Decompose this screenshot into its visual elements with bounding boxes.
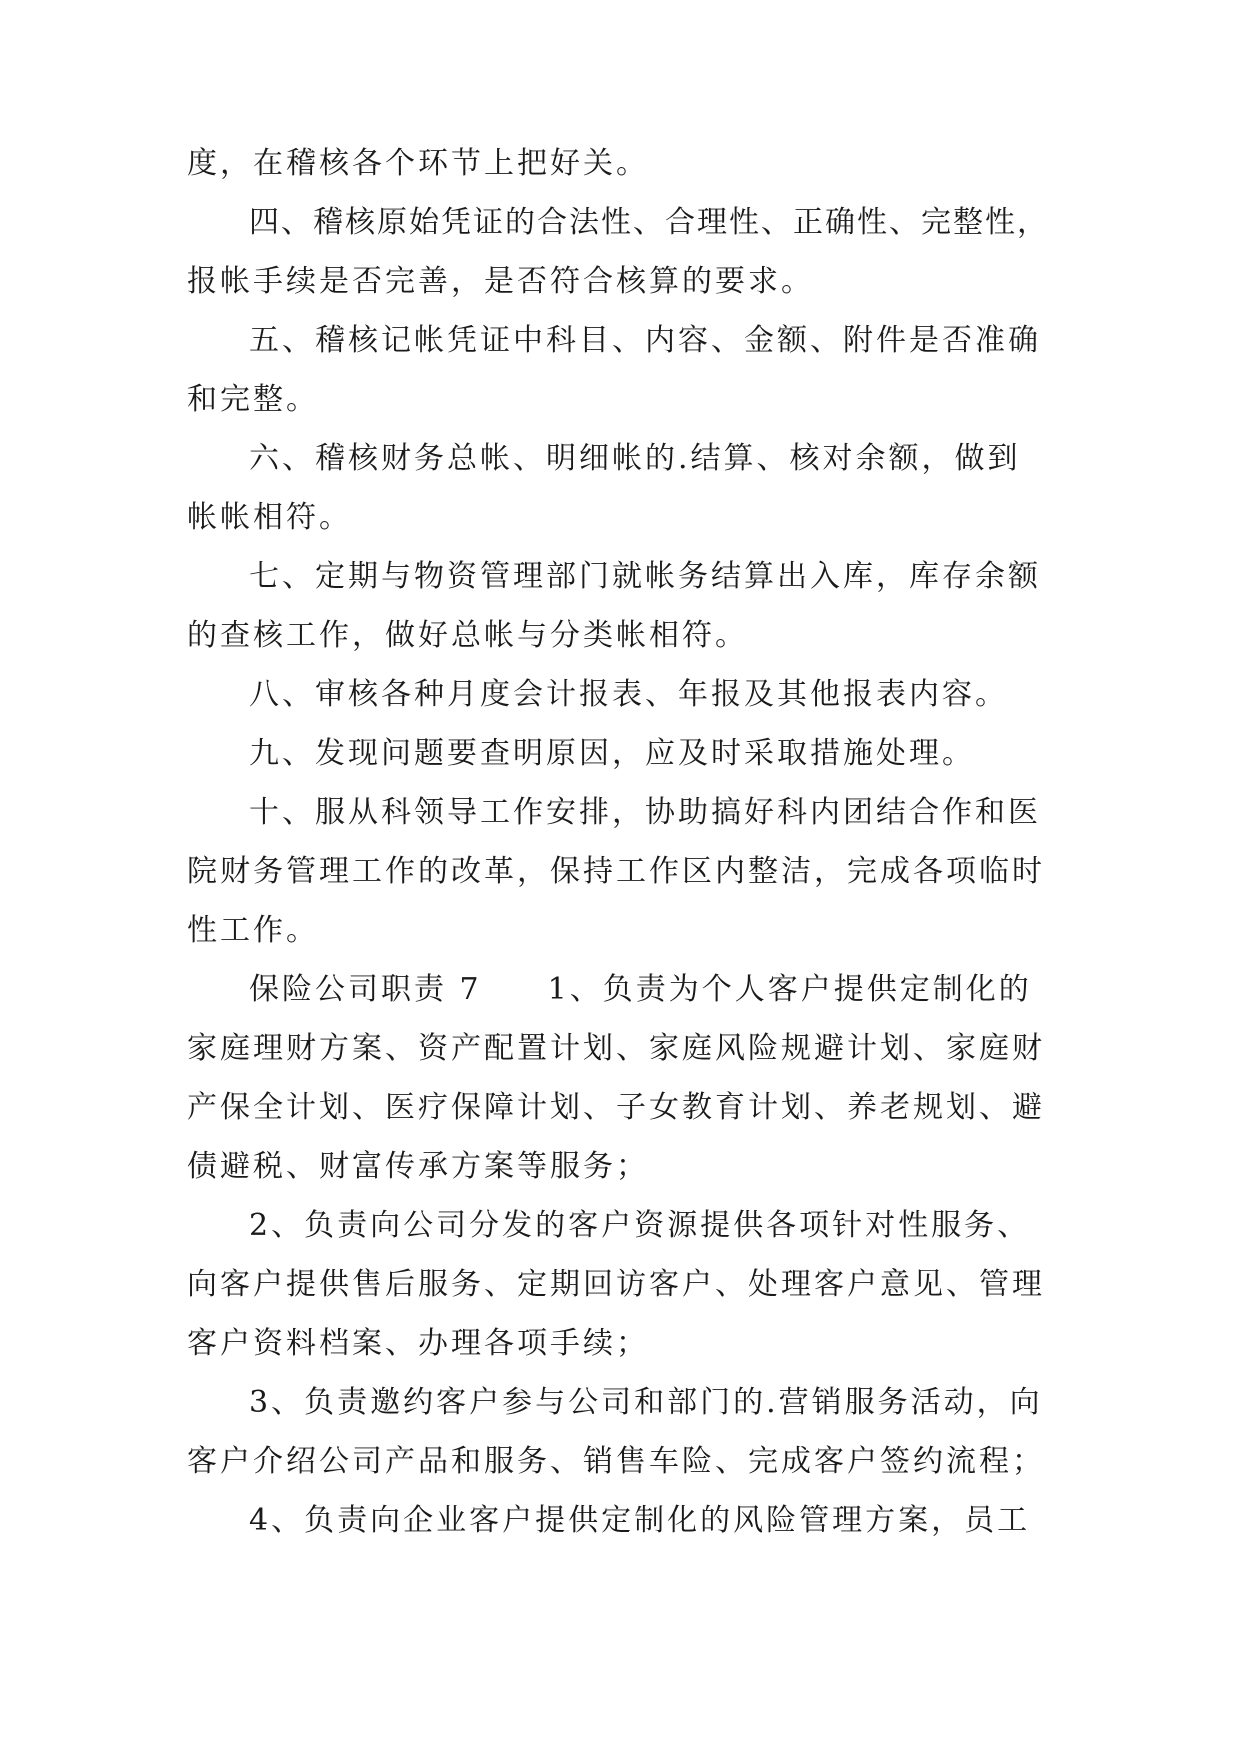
- text-line: 七、定期与物资管理部门就帐务结算出入库，库存余额: [249, 559, 1041, 594]
- text-line: 保险公司职责 7 1、负责为个人客户提供定制化的: [249, 972, 1032, 1007]
- text-line: 十、服从科领导工作安排，协助搞好科内团结合作和医: [249, 795, 1041, 830]
- text-line: 家庭理财方案、资产配置计划、家庭风险规避计划、家庭财: [187, 1031, 1045, 1066]
- text-line: 院财务管理工作的改革，保持工作区内整洁，完成各项临时: [187, 854, 1045, 889]
- text-line: 债避税、财富传承方案等服务；: [187, 1149, 649, 1184]
- text-line: 六、稽核财务总帐、明细帐的.结算、核对余额，做到: [249, 441, 1021, 476]
- text-line: 向客户提供售后服务、定期回访客户、处理客户意见、管理: [187, 1267, 1045, 1302]
- text-line: 四、稽核原始凭证的合法性、合理性、正确性、完整性，: [249, 205, 1049, 240]
- text-line: 产保全计划、医疗保障计划、子女教育计划、养老规划、避: [187, 1090, 1045, 1125]
- text-line: 和完整。: [187, 382, 319, 417]
- text-line: 性工作。: [187, 913, 319, 948]
- text-line: 3、负责邀约客户参与公司和部门的.营销服务活动，向: [249, 1385, 1043, 1420]
- text-line: 五、稽核记帐凭证中科目、内容、金额、附件是否准确: [249, 323, 1041, 358]
- text-line: 报帐手续是否完善，是否符合核算的要求。: [187, 264, 814, 299]
- text-line: 4、负责向企业客户提供定制化的风险管理方案，员工: [249, 1503, 1031, 1538]
- text-line: 2、负责向公司分发的客户资源提供各项针对性服务、: [249, 1208, 1031, 1243]
- text-line: 客户介绍公司产品和服务、销售车险、完成客户签约流程；: [187, 1444, 1045, 1479]
- text-line: 帐帐相符。: [187, 500, 352, 535]
- text-line: 的查核工作，做好总帐与分类帐相符。: [187, 618, 748, 653]
- text-line: 度，在稽核各个环节上把好关。: [187, 146, 649, 181]
- text-line: 八、审核各种月度会计报表、年报及其他报表内容。: [249, 677, 1008, 712]
- text-line: 九、发现问题要查明原因，应及时采取措施处理。: [249, 736, 975, 771]
- text-line: 客户资料档案、办理各项手续；: [187, 1326, 649, 1361]
